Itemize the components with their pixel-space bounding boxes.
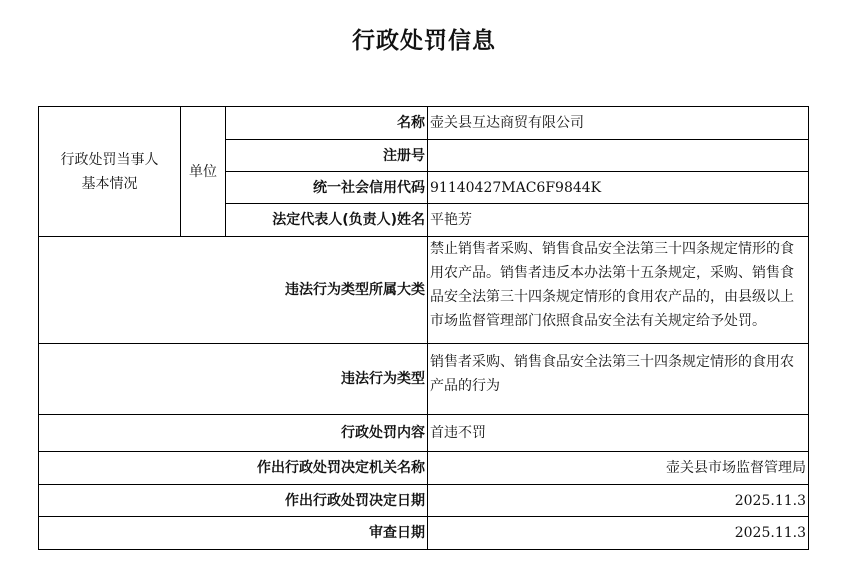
row-review-date [39,517,809,550]
legal-rep-value: 平艳芳 [428,204,809,237]
decision-date-label: 作出行政处罚决定日期 [39,485,428,517]
penalty-info-table [38,106,809,550]
penalty-content-label: 行政处罚内容 [39,415,428,452]
review-date-label: 审查日期 [39,517,428,550]
row-violation-type [39,344,809,415]
violation-category-value: 禁止销售者采购、销售食品安全法第三十四条规定情形的食用农产品。销售者违反本办法第十五条规定，采购、销售食品安全法第三十四条规定情形的食用农产品的，由县级以上市场监督管理部门依照食品安全法有关规定给予处罚。 [428,237,809,344]
credit-code-value: 91140427MAC6F9844K [428,172,809,204]
unit-label: 单位 [181,107,226,237]
row-name [39,107,809,140]
row-decision-date [39,485,809,517]
row-violation-category [39,237,809,344]
party-section-label-line1: 行政处罚当事人 [60,151,159,168]
party-section-label [39,107,181,237]
review-date-value: 2025.11.3 [428,517,809,550]
authority-label: 作出行政处罚决定机关名称 [39,452,428,485]
violation-type-value: 销售者采购、销售食品安全法第三十四条规定情形的食用农产品的行为 [428,344,809,415]
legal-rep-label: 法定代表人(负责人)姓名 [226,204,428,237]
row-authority [39,452,809,485]
reg-no-value [428,140,809,172]
authority-value: 壶关县市场监督管理局 [428,452,809,485]
violation-category-label: 违法行为类型所属大类 [39,237,428,344]
row-penalty-content [39,415,809,452]
violation-type-label: 违法行为类型 [39,344,428,415]
name-label: 名称 [226,107,428,140]
credit-code-label: 统一社会信用代码 [226,172,428,204]
penalty-content-value: 首违不罚 [428,415,809,452]
name-value: 壶关县互达商贸有限公司 [428,107,809,140]
decision-date-value: 2025.11.3 [428,485,809,517]
party-section-label-line2: 基本情况 [81,175,138,192]
reg-no-label: 注册号 [226,140,428,172]
page-title: 行政处罚信息 [352,28,496,54]
